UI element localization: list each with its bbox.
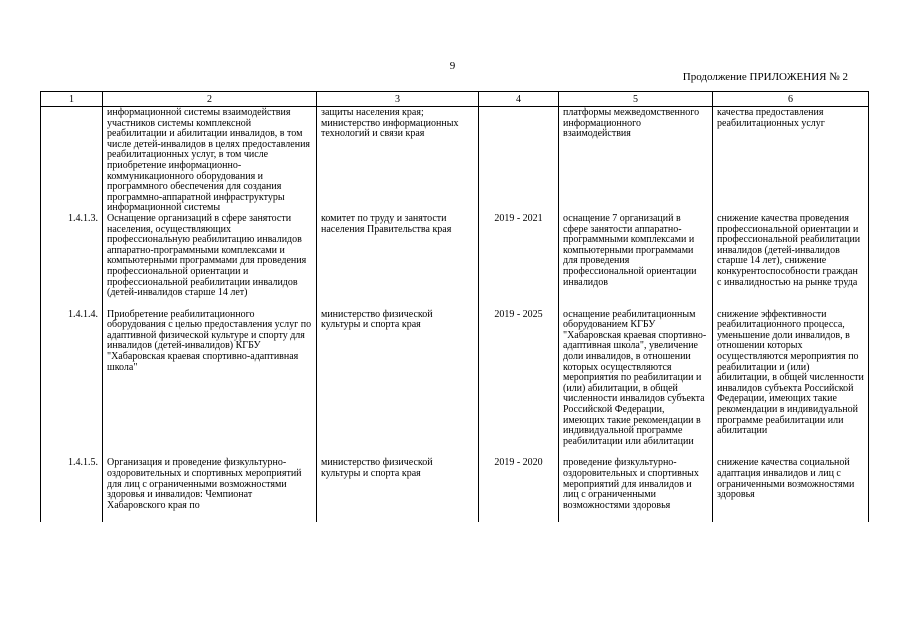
column-header: 3: [317, 92, 479, 107]
years-cell: 2019 - 2020: [479, 458, 559, 522]
result-cell: проведение физкультурно-оздоровительных и спортивных мероприятий для инвалидов и лиц с ограниченными возможностями здоровья: [559, 458, 713, 522]
appendix-table: [40, 91, 869, 522]
column-header: 6: [713, 92, 869, 107]
consequence-cell: снижение эффективности реабилитационного процесса, уменьшение доли инвалидов, в отношении которых осуществляются мероприятия по реабилитации и (или) абилитации, в общей численности инвалидов субъекта Российской Федерации, имеющих такие рекомендации в индивидуальной программе реабилитации или абилитации: [713, 310, 869, 459]
executor-cell: защиты населения края; министерство информационных технологий и связи края: [317, 107, 479, 214]
table-row: [41, 310, 869, 459]
column-header: 5: [559, 92, 713, 107]
column-header: 2: [103, 92, 317, 107]
years-cell: 2019 - 2021: [479, 214, 559, 310]
row-number: 1.4.1.5.: [41, 458, 103, 522]
table-row: [41, 458, 869, 522]
row-number: [41, 107, 103, 214]
column-number-row: [41, 92, 869, 107]
continuation-label: Продолжение ПРИЛОЖЕНИЯ № 2: [682, 71, 848, 83]
years-cell: [479, 107, 559, 214]
column-header: 1: [41, 92, 103, 107]
column-header: 4: [479, 92, 559, 107]
measure-cell: Организация и проведение физкультурно-оздоровительных и спортивных мероприятий для лиц с ограниченными возможностями здоровья и инвалидов: Чемпионат Хабаровского края по: [103, 458, 317, 522]
executor-cell: министерство физической культуры и спорта края: [317, 310, 479, 459]
table-row: [41, 107, 869, 214]
executor-cell: министерство физической культуры и спорта края: [317, 458, 479, 522]
consequence-cell: снижение качества социальной адаптация инвалидов и лиц с ограниченными возможностями здоровья: [713, 458, 869, 522]
measure-cell: Приобретение реабилитационного оборудования с целью предоставления услуг по адаптивной физической культуре и спорту для инвалидов (детей-инвалидов) КГБУ "Хабаровская краевая спортивно-адаптивная школа": [103, 310, 317, 459]
measure-cell: информационной системы взаимодействия участников системы комплексной реабилитации и абилитации инвалидов, в том числе детей-инвалидов в целях предоставления реабилитационных услуг, в том числе приобретение информационно-коммуникационного оборудования и программного обеспечения для создания программно-аппаратной инфраструктуры информационной системы: [103, 107, 317, 214]
page-number: 9: [449, 60, 456, 72]
consequence-cell: качества предоставления реабилитационных услуг: [713, 107, 869, 214]
result-cell: оснащение реабилитационным оборудованием КГБУ "Хабаровская краевая спортивно-адаптивная школа", увеличение доли инвалидов, в отношении которых осуществляются мероприятия по реабилитации и (или) абилитации, в общей численности инвалидов субъекта Российской Федерации, имеющих такие рекомендации в индивидуальной программе реабилитации или абилитации: [559, 310, 713, 459]
result-cell: платформы межведомственного информационного взаимодействия: [559, 107, 713, 214]
row-number: 1.4.1.3.: [41, 214, 103, 310]
result-cell: оснащение 7 организаций в сфере занятости аппаратно-программными комплексами и компьютерными программами для проведения профессиональной ориентации инвалидов: [559, 214, 713, 310]
row-number: 1.4.1.4.: [41, 310, 103, 459]
table-row: [41, 214, 869, 310]
consequence-cell: снижение качества проведения профессиональной ориентации и профессиональной реабилитации инвалидов (детей-инвалидов старше 14 лет), снижение конкурентоспособности граждан с инвалидностью на рынке труда: [713, 214, 869, 310]
years-cell: 2019 - 2025: [479, 310, 559, 459]
executor-cell: комитет по труду и занятости населения Правительства края: [317, 214, 479, 310]
measure-cell: Оснащение организаций в сфере занятости населения, осуществляющих профессиональную реабилитацию инвалидов аппаратно-программными комплексами и компьютерными программами для проведения профессиональной ориентации и профессиональной реабилитации инвалидов (детей-инвалидов старше 14 лет): [103, 214, 317, 310]
